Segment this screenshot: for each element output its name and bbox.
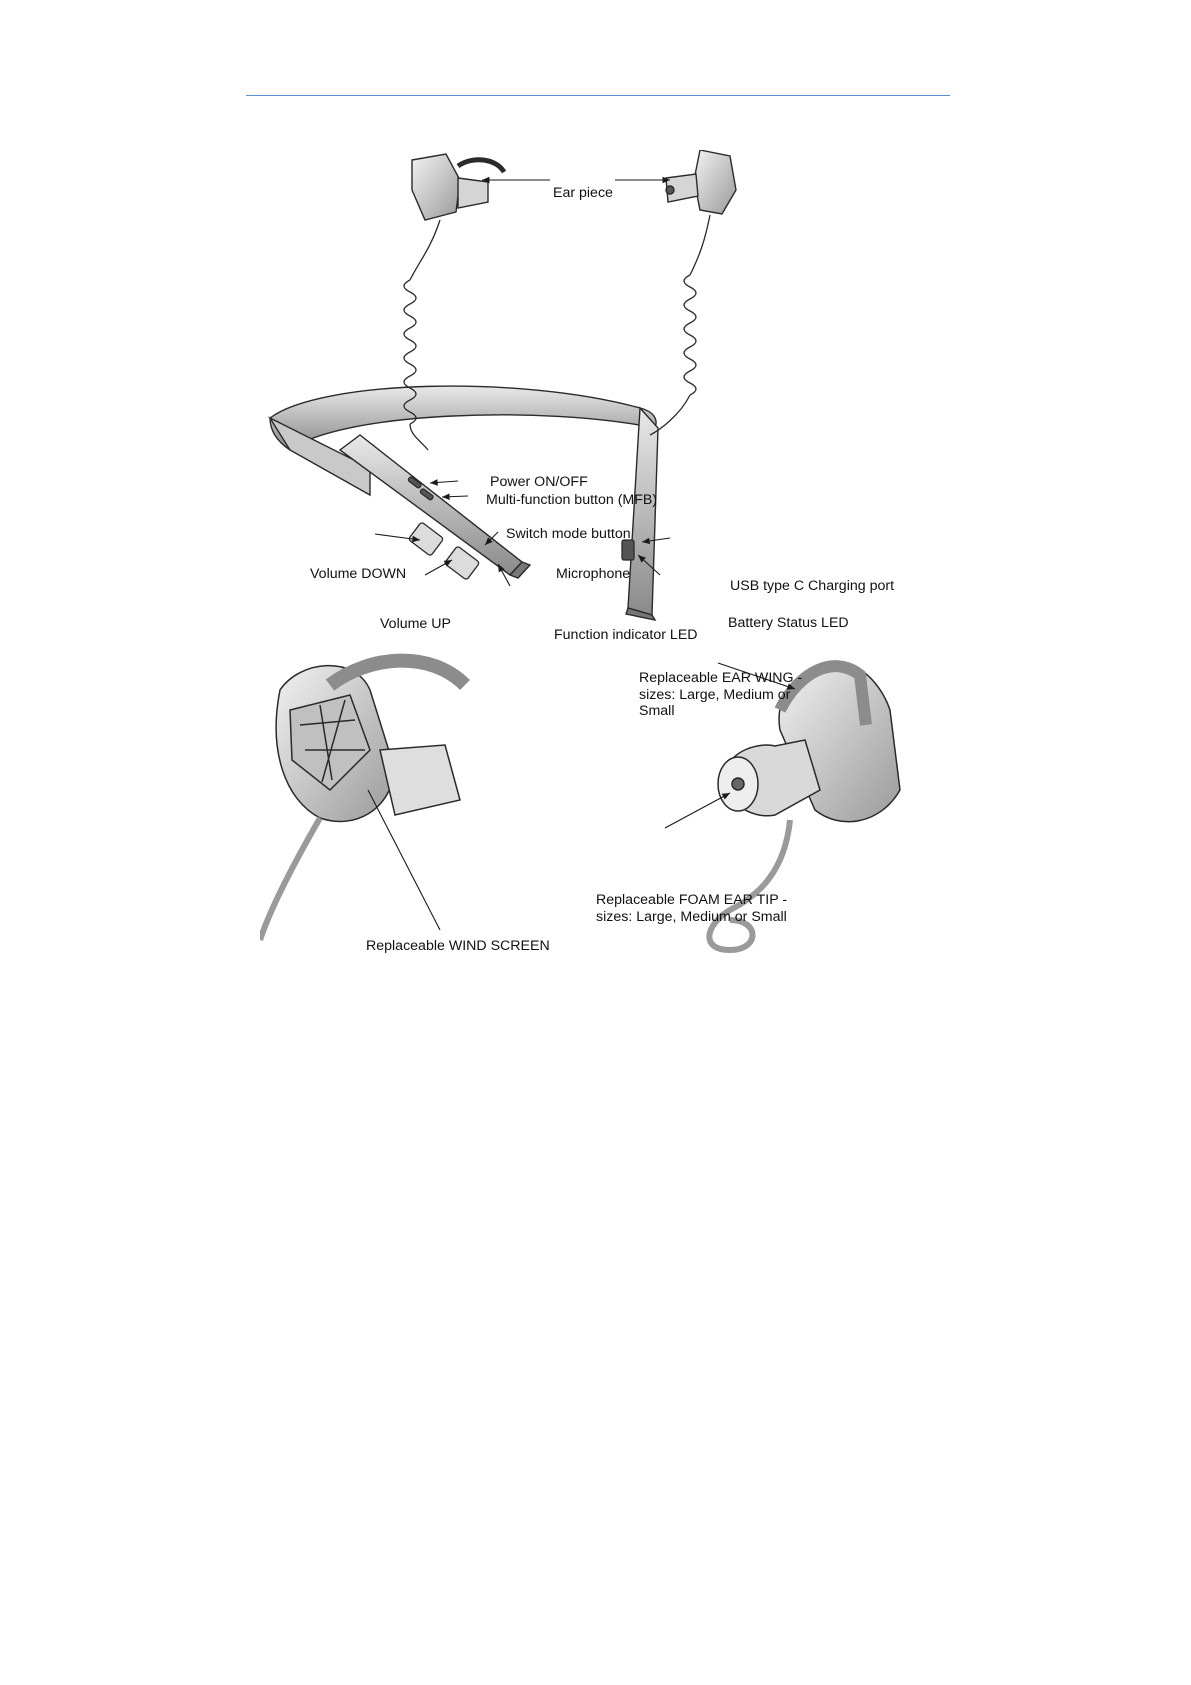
label-function-led: Function indicator LED (554, 627, 698, 643)
label-ear-wing: Replaceable EAR WING - sizes: Large, Medium or Small (639, 670, 803, 719)
label-volume-up: Volume UP (380, 616, 451, 632)
top-left-earpiece (412, 154, 504, 220)
label-volume-down: Volume DOWN (310, 566, 407, 582)
label-wind-screen: Replaceable WIND SCREEN (366, 938, 550, 954)
label-usb-charging: USB type C Charging port (730, 578, 895, 594)
label-ear-piece: Ear piece (553, 185, 613, 201)
label-battery-led: Battery Status LED (728, 615, 849, 631)
label-foam-tip: Replaceable FOAM EAR TIP - sizes: Large, Medium or Small (596, 892, 788, 925)
label-microphone: Microphone (556, 566, 631, 582)
top-right-earpiece (666, 150, 736, 214)
label-power-on-off: Power ON/OFF (490, 474, 588, 490)
header-rule (246, 95, 950, 96)
label-mfb: Multi-function button (MFB) (486, 492, 658, 508)
label-switch-mode: Switch mode button (506, 526, 631, 542)
headset-figure (260, 150, 920, 1010)
detail-left-earpiece (260, 661, 465, 940)
